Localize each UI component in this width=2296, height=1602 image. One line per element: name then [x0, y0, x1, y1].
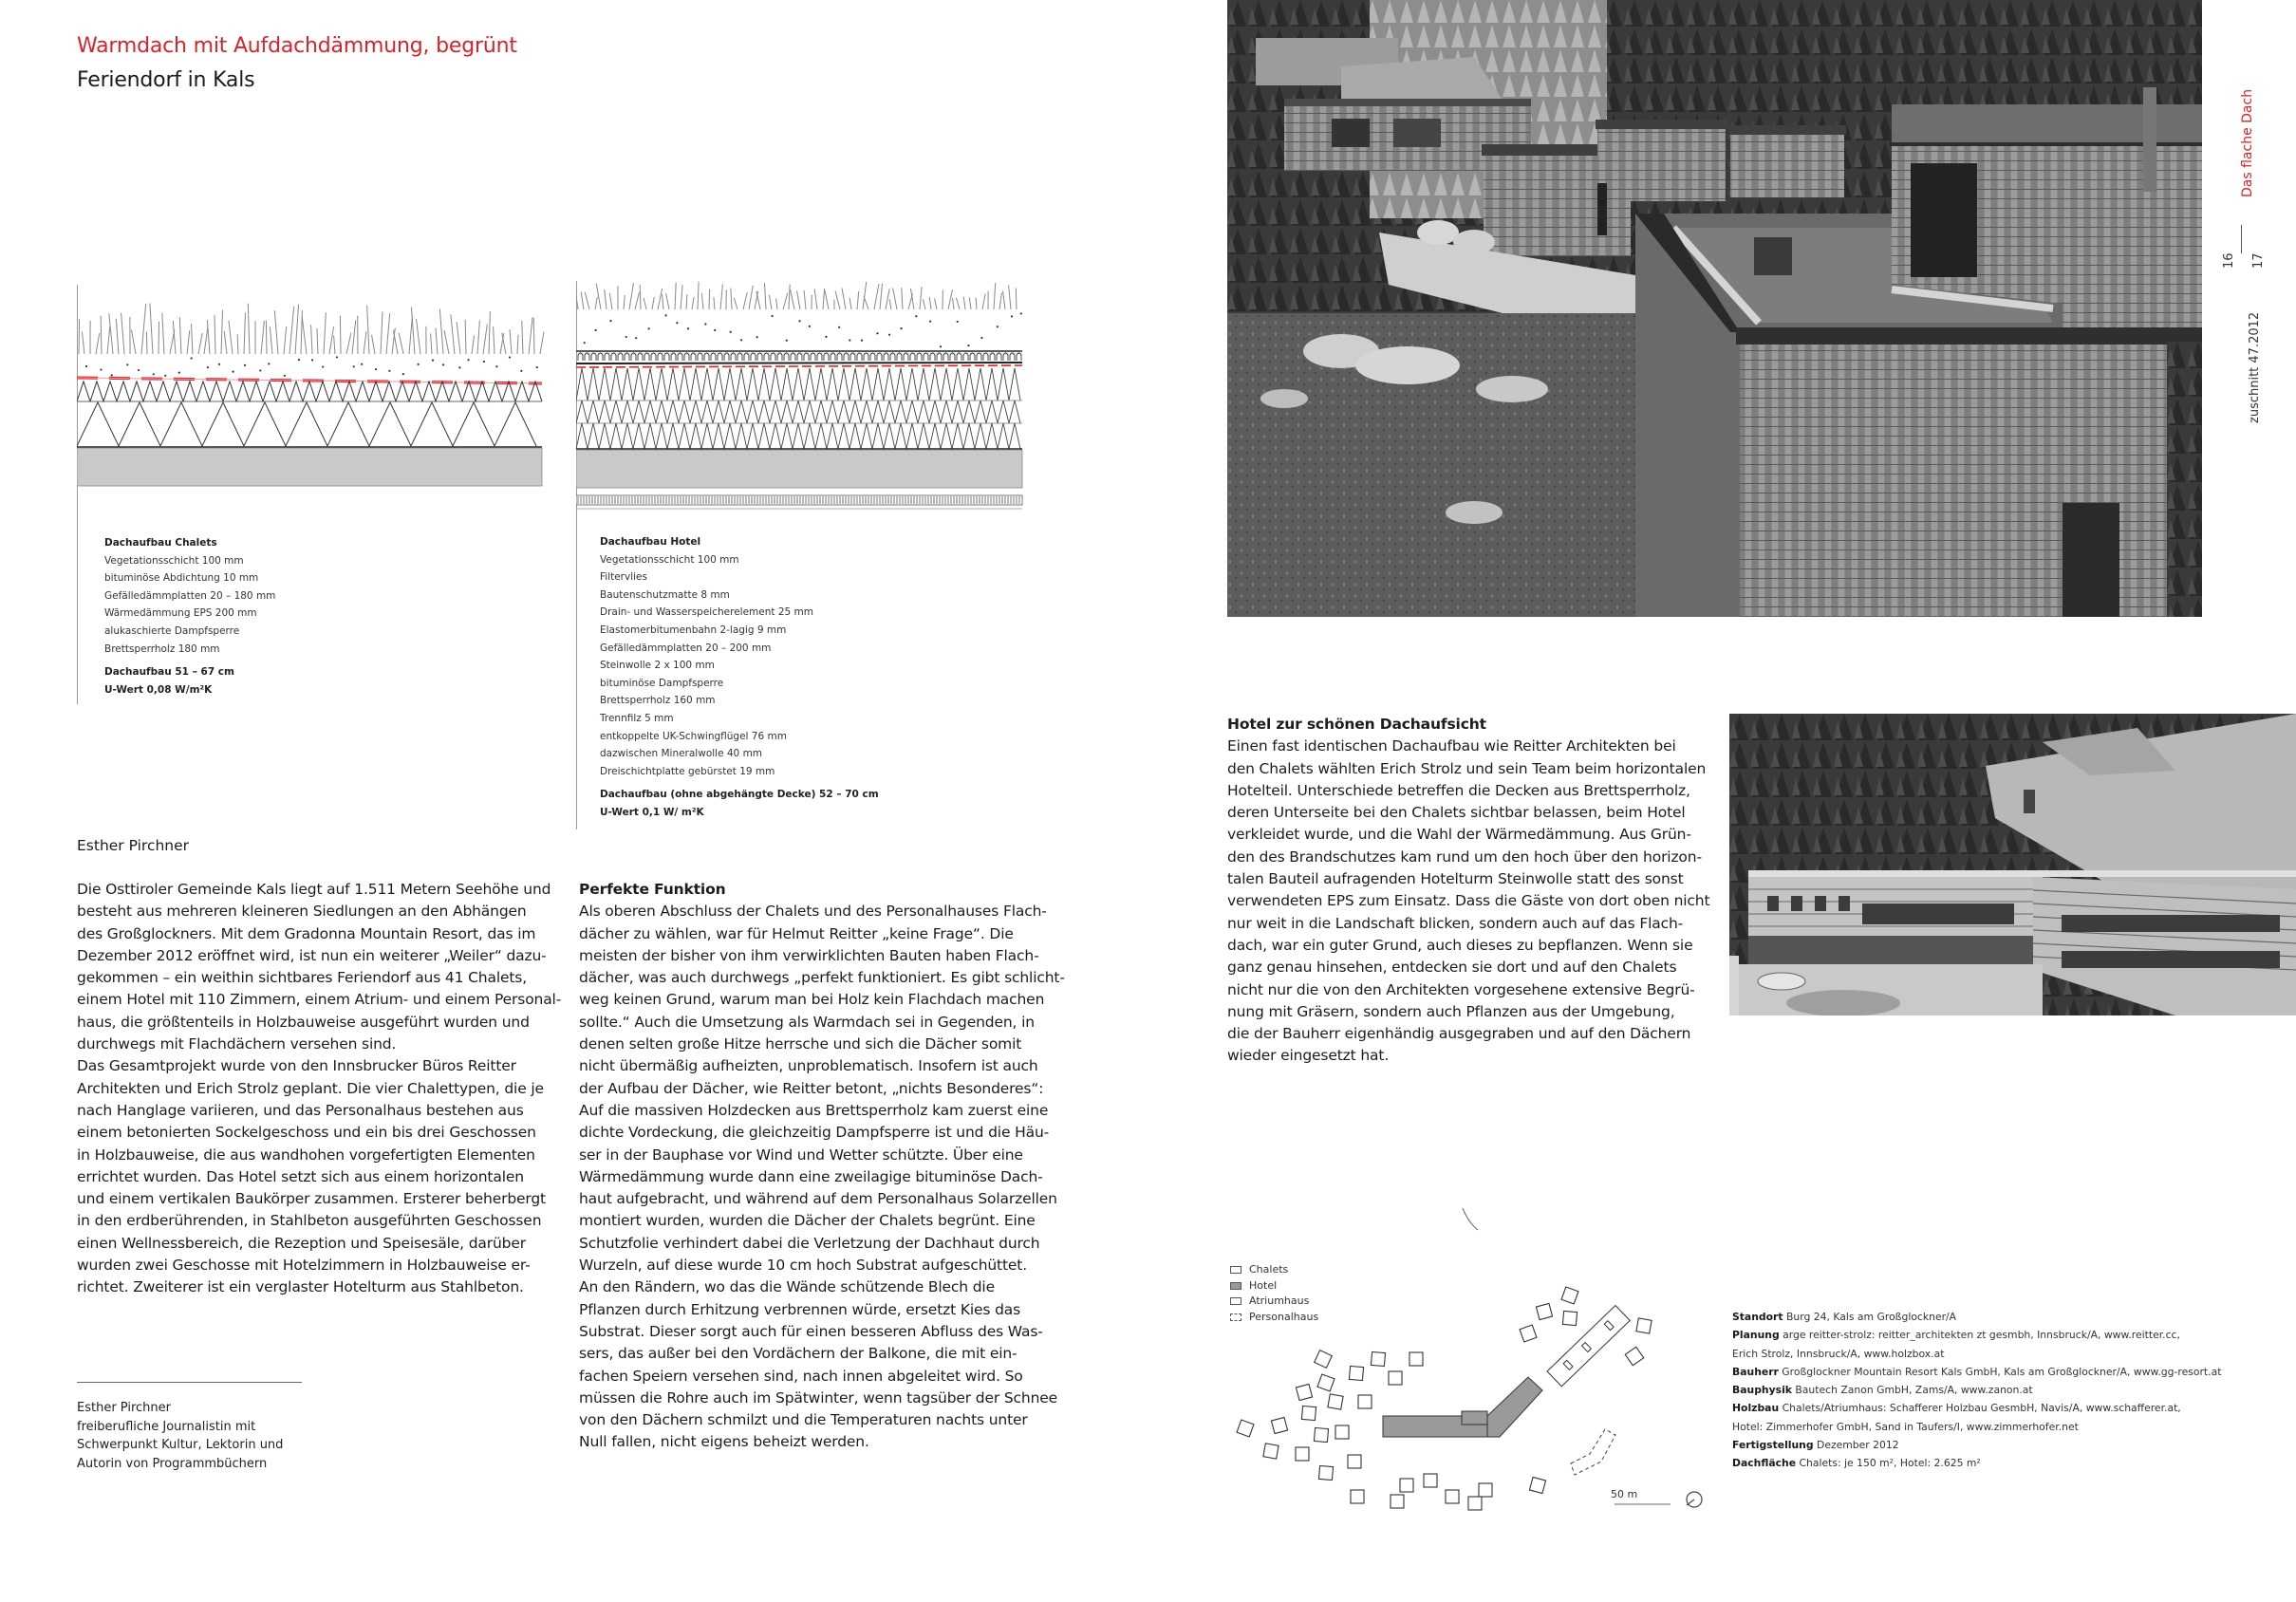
page-number-divider	[2241, 225, 2242, 253]
article-line: Als oberen Abschluss der Chalets und des Personalhauses Flach-	[579, 903, 1047, 921]
credit-label: Standort	[1732, 1311, 1783, 1323]
article-line: dächer, was auch durchwegs „perfekt funktioniert. Es gibt schlicht-	[579, 969, 1065, 987]
article-line: meisten der bisher von ihm verwirklichten Bauten haben Flach-	[579, 946, 1039, 964]
credit-row	[1732, 1399, 2221, 1417]
article-line: Schutzfolie verhindert dabei die Verletzung der Dachhaut durch	[579, 1234, 1040, 1252]
spec-layer: alukaschierte Dampfsperre	[104, 624, 240, 637]
credit-text: Großglockner Mountain Resort Kals GmbH, Kals am Großglockner/A, www.gg-resort.at	[1778, 1365, 2222, 1378]
article-line: die der Bauherr eigenhändig ausgegraben und auf den Dächern	[1227, 1025, 1691, 1043]
chalet-footprint	[1296, 1447, 1309, 1461]
spec-layer: Gefälledämmplatten 20 – 200 mm	[600, 642, 772, 654]
article-line: talen Bauteil aufragenden Hotelturm Steinwolle statt des sonst	[1227, 870, 1684, 888]
credit-row	[1732, 1418, 2221, 1436]
rockwool-layer-2	[576, 423, 1020, 449]
article-line: und einem vertikalen Baukörper zusammen. Ersterer beherbergt	[77, 1190, 546, 1208]
article-line: weg keinen Grund, warum man bei Holz kein Flachdach machen	[579, 991, 1045, 1009]
photo-hotel-construction	[1729, 714, 2296, 1015]
staff-house-footprint	[1571, 1429, 1615, 1475]
article-line: Dezember 2012 eröffnet wird, ist nun ein weiterer „Weiler“ dazu-	[77, 946, 547, 964]
credit-row	[1732, 1454, 2221, 1472]
credit-row	[1732, 1326, 2221, 1344]
spec-layer: Elastomerbitumenbahn 2-lagig 9 mm	[600, 624, 787, 636]
chalet-footprint	[1371, 1351, 1385, 1366]
site-plan	[1229, 1205, 1704, 1518]
chalet-footprint	[1263, 1444, 1279, 1459]
article-line: Pflanzen durch Erhitzung verbrennen würde, ersetzt Kies das	[579, 1300, 1021, 1318]
article-line: sers, das außer bei den Vordächern der Balkone, die mit ein-	[579, 1345, 1017, 1363]
author-byline: Esther Pirchner	[77, 837, 190, 854]
section-running-head: Das flache Dach	[2240, 88, 2255, 197]
vegetation-layer	[79, 304, 544, 354]
article-line: verkleidet wurde, und die Wahl der Wärmedämmung. Aus Grün-	[1227, 826, 1691, 844]
taper-insulation-layer	[576, 368, 1020, 400]
chalet-footprint	[1529, 1477, 1545, 1493]
article-line: den des Brandschutzes kam rund um den hoch über den horizon-	[1227, 848, 1702, 866]
atrium-house-footprint	[1547, 1306, 1630, 1387]
credit-label: Holzbau	[1732, 1402, 1780, 1415]
page-number-right: 17	[2251, 252, 2266, 269]
chalet-footprint	[1409, 1352, 1423, 1366]
article-line: nung mit Gräsern, sondern auch Pflanzen aus der Umgebung,	[1227, 1002, 1675, 1020]
spec-u-value: U-Wert 0,1 W/ m²K	[600, 806, 704, 818]
article-line: dächer zu wählen, war für Helmut Reitter „keine Frage“. Die	[579, 924, 1014, 942]
chalet-footprint	[1468, 1497, 1482, 1510]
article-line: durchwegs mit Flachdächern versehen sind.	[77, 1035, 397, 1053]
spec-layer: Brettsperrholz 160 mm	[600, 695, 716, 707]
article-line: einen Wellnessbereich, die Rezeption und Speisesäle, darüber	[77, 1234, 526, 1252]
article-line: Wärmedämmung wurde dann eine zweilagige bituminöse Dach-	[579, 1167, 1043, 1185]
chalet-footprint	[1400, 1479, 1413, 1492]
credit-text: Chalets: je 150 m², Hotel: 2.625 m²	[1796, 1457, 1981, 1470]
bio-line: freiberufliche Journalistin mit	[77, 1419, 256, 1434]
chalet-footprint	[1446, 1490, 1459, 1503]
credit-label: Fertigstellung	[1732, 1439, 1814, 1452]
drainage-element-layer	[578, 353, 1021, 361]
credit-row	[1732, 1363, 2221, 1381]
spec-layer: Trennfilz 5 mm	[600, 712, 674, 724]
taper-insulation-layer	[77, 382, 542, 401]
article-line: in den erdberührenden, in Stahlbeton ausgeführten Geschossen	[77, 1212, 542, 1230]
spec-layer: bituminöse Abdichtung 10 mm	[104, 572, 259, 585]
spec-layer: Bautenschutzmatte 8 mm	[600, 588, 730, 601]
chalet-footprint	[1314, 1427, 1328, 1442]
section-heading-hotel: Hotel zur schönen Dachaufsicht	[1227, 716, 1486, 733]
credit-row	[1732, 1308, 2221, 1326]
article-line: nach Hanglage variieren, und das Personalhaus bestehen aus	[77, 1101, 524, 1119]
article-line: An den Rändern, wo das die Wände schützende Blech die	[579, 1278, 995, 1296]
spec-layer: Wärmedämmung EPS 200 mm	[104, 607, 257, 620]
chalet-footprint	[1296, 1384, 1312, 1400]
chalet-footprint	[1318, 1465, 1333, 1480]
credit-label: Dachfläche	[1732, 1457, 1797, 1470]
roof-section-hotel-diagram	[576, 281, 1030, 513]
credit-text: Chalets/Atriumhaus: Schafferer Holzbau GesmbH, Navis/A, www.schafferer.at,	[1779, 1402, 2181, 1415]
credit-row	[1732, 1436, 2221, 1454]
credit-text: Hotel: Zimmerhofer GmbH, Sand in Taufers/I, www.zimmerhofer.net	[1732, 1420, 2079, 1433]
chalet-footprint	[1271, 1417, 1287, 1433]
article-line: dach, war ein guter Grund, auch dieses zu bepflanzen. Wenn sie	[1227, 936, 1693, 954]
article-line: wieder eingesetzt hat.	[1227, 1047, 1390, 1065]
article-line: montiert wurden, wurden die Dächer der Chalets begrünt. Eine	[579, 1212, 1036, 1230]
article-line: von den Dächern schmilzt und die Temperaturen nachts unter	[579, 1411, 1028, 1429]
substrate-layer	[85, 356, 538, 377]
magazine-issue: zuschnitt 47.2012	[2248, 311, 2262, 423]
legend-label: Atriumhaus	[1249, 1295, 1310, 1308]
article-line: in Holzbauweise, die aus wandhohen vorgefertigten Elementen	[77, 1146, 535, 1164]
substrate-layer	[584, 312, 1022, 347]
article-line: haut aufgebracht, und während auf dem Personalhaus Solarzellen	[579, 1190, 1057, 1208]
eps-insulation-layer	[77, 402, 536, 446]
spec-layer: entkoppelte UK-Schwingflügel 76 mm	[600, 730, 787, 742]
spec-total: Dachaufbau 51 – 67 cm	[104, 666, 234, 679]
article-column-3	[1227, 714, 1709, 1068]
credit-text: Bautech Zanon GmbH, Zams/A, www.zanon.at	[1791, 1384, 2033, 1397]
article-line: müssen die Rohre auch im Spätwinter, wenn tagsüber der Schnee	[579, 1388, 1058, 1406]
chalet-footprint	[1424, 1474, 1437, 1487]
chalet-footprint	[1389, 1371, 1402, 1385]
article-line: sollte.“ Auch die Umsetzung als Warmdach sei in Gegenden, in	[579, 1013, 1035, 1031]
spec-layer: Vegetationsschicht 100 mm	[600, 553, 739, 566]
credit-label: Planung	[1732, 1329, 1780, 1342]
article-line: Einen fast identischen Dachaufbau wie Reitter Architekten bei	[1227, 737, 1676, 755]
chalet-footprint	[1317, 1374, 1335, 1391]
article-line: gekommen – ein weithin sichtbares Feriendorf aus 41 Chalets,	[77, 969, 527, 987]
spec-layer: Drain- und Wasserspeicherelement 25 mm	[600, 606, 813, 619]
credit-row	[1732, 1345, 2221, 1363]
spec-chalets	[104, 534, 275, 699]
article-line: ser in der Bauphase vor Wind und Wetter schützte. Über eine	[579, 1146, 1023, 1164]
clt-slab	[576, 450, 1022, 488]
bitumen-red-line	[576, 365, 1022, 367]
article-line: richtet. Zweiterer ist ein verglaster Hotelturm aus Stahlbeton.	[77, 1278, 524, 1296]
article-line: denen selten große Hitze herrsche und sich die Dächer somit	[579, 1035, 1022, 1053]
chalet-footprint	[1301, 1406, 1316, 1420]
article-line: den Chalets wählten Erich Strolz und sein Team beim horizontalen	[1227, 759, 1707, 777]
page-number-left: 16	[2222, 252, 2236, 269]
legend-label: Personalhaus	[1249, 1310, 1319, 1323]
article-line: Null fallen, nicht eigens beheizt werden.	[579, 1433, 869, 1451]
spec-layer: bituminöse Dampfsperre	[600, 677, 724, 689]
bio-line: Autorin von Programmbüchern	[77, 1456, 268, 1471]
chalet-footprint	[1349, 1366, 1363, 1380]
chalet-footprint	[1562, 1311, 1577, 1325]
chalet-footprint	[1328, 1394, 1343, 1409]
bio-divider	[77, 1382, 302, 1383]
chalet-footprint	[1561, 1287, 1578, 1304]
article-line: der Aufbau der Dächer, wie Reitter betont, „nichts Besonderes“:	[579, 1079, 1044, 1097]
chalet-footprint	[1358, 1395, 1372, 1408]
spec-layer: Filtervlies	[600, 571, 647, 584]
article-kicker: Warmdach mit Aufdachdämmung, begrünt	[77, 34, 517, 58]
article-line: deren Unterseite bei den Chalets sichtbar belassen, beim Hotel	[1227, 804, 1686, 822]
credit-label: Bauherr	[1732, 1365, 1779, 1378]
chalet-footprint	[1479, 1483, 1492, 1497]
legend-swatch-chalets	[1230, 1266, 1241, 1274]
credit-row	[1732, 1381, 2221, 1399]
article-column-2	[579, 879, 1065, 1454]
spec-heading: Dachaufbau Hotel	[600, 536, 701, 548]
article-line: des Großglockners. Mit dem Gradonna Mountain Resort, das im	[77, 924, 536, 942]
spec-hotel	[600, 533, 879, 822]
spec-layer: Vegetationsschicht 100 mm	[104, 554, 244, 567]
article-line: dichte Vordeckung, die gleichzeitig Dampfsperre ist und die Häu-	[579, 1124, 1050, 1142]
article-line: Hotelteil. Unterschiede betreffen die Decken aus Brettsperrholz,	[1227, 781, 1690, 799]
credit-text: Erich Strolz, Innsbruck/A, www.holzbox.at	[1732, 1347, 1945, 1360]
section-heading-perfekte-funktion: Perfekte Funktion	[579, 881, 726, 898]
article-line: haus, die größtenteils in Holzbauweise ausgeführt wurden und	[77, 1013, 530, 1031]
chalet-footprint	[1237, 1420, 1254, 1437]
article-line: ganz genau hinsehen, entdecken sie dort und auf den Chalets	[1227, 959, 1677, 977]
article-line: Wurzeln, auf diese wurde 10 cm hoch Substrat aufgeschüttet.	[579, 1257, 1028, 1275]
credit-label: Bauphysik	[1732, 1384, 1792, 1397]
article-line: fachen Speiern versehen sind, nach innen abgeleitet wird. So	[579, 1367, 1023, 1385]
legend-swatch-hotel	[1230, 1282, 1241, 1290]
chalet-footprint	[1536, 1303, 1552, 1319]
spec-layer: Steinwolle 2 x 100 mm	[600, 660, 715, 672]
spec-layer: Brettsperrholz 180 mm	[104, 643, 220, 655]
project-credits	[1732, 1308, 2221, 1473]
article-line: errichtet wurden. Das Hotel setzt sich aus einem horizontalen	[77, 1167, 524, 1185]
rockwool-layer-1	[576, 400, 1020, 423]
article-line: nicht nur die von den Architekten vorgesehene extensive Begrü-	[1227, 980, 1695, 998]
legend-label: Hotel	[1249, 1278, 1278, 1292]
vegetation-layer	[576, 282, 1017, 309]
spec-layer: Dreischichtplatte gebürstet 19 mm	[600, 765, 775, 777]
spec-layer: dazwischen Mineralwolle 40 mm	[600, 748, 763, 760]
legend-label: Chalets	[1249, 1263, 1289, 1276]
spec-total: Dachaufbau (ohne abgehängte Decke) 52 – 70 cm	[600, 789, 879, 801]
article-line: besteht aus mehreren kleineren Siedlungen an den Abhängen	[77, 903, 527, 921]
spec-heading: Dachaufbau Chalets	[104, 537, 217, 549]
chalet-footprint	[1351, 1490, 1364, 1503]
article-line: einem Hotel mit 110 Zimmern, einem Atrium- und einem Personal-	[77, 991, 562, 1009]
chalet-footprint	[1625, 1347, 1643, 1365]
article-line: verwendeten EPS zum Einsatz. Dass die Gäste von dort oben nicht	[1227, 892, 1710, 910]
article-line: nicht übermäßig aufheizten, unproblematisch. Insofern ist auch	[579, 1057, 1038, 1075]
article-line: einem betonierten Sockelgeschoss und ein bis drei Geschossen	[77, 1124, 536, 1142]
chalet-footprint	[1348, 1455, 1361, 1468]
clt-slab	[77, 448, 542, 486]
chalet-footprint	[1520, 1325, 1537, 1342]
spec-u-value: U-Wert 0,08 W/m²K	[104, 683, 213, 696]
photo-chalets-green-roofs	[1227, 0, 2202, 617]
site-plan-legend	[1230, 1262, 1318, 1325]
author-bio	[77, 1399, 283, 1473]
article-line: Die Osttiroler Gemeinde Kals liegt auf 1.511 Metern Seehöhe und	[77, 881, 551, 898]
bio-line: Schwerpunkt Kultur, Lektorin und	[77, 1438, 284, 1452]
article-line: wurden zwei Geschosse mit Hotelzimmern in Holzbauweise er-	[77, 1257, 531, 1275]
article-line: Architekten und Erich Strolz geplant. Die vier Chalettypen, die je	[77, 1079, 544, 1097]
spec-layer: Gefälledämmplatten 20 – 180 mm	[104, 589, 276, 602]
hotel-tower-footprint	[1462, 1411, 1487, 1425]
credit-text: Dezember 2012	[1813, 1439, 1899, 1452]
article-line: Substrat. Dieser sorgt auch für einen besseren Abfluss des Was-	[579, 1322, 1043, 1340]
article-title: Feriendorf in Kals	[77, 68, 255, 92]
legend-swatch-atriumhaus	[1230, 1297, 1241, 1305]
scale-label: 50 m	[1611, 1488, 1638, 1500]
article-line: Auf die massiven Holzdecken aus Brettsperrholz kam zuerst eine	[579, 1101, 1049, 1119]
credit-text: Burg 24, Kals am Großglockner/A	[1783, 1311, 1957, 1323]
article-line: Das Gesamtprojekt wurde von den Innsbrucker Büros Reitter	[77, 1057, 516, 1075]
hotel-footprint-wing	[1487, 1377, 1542, 1437]
roof-section-chalets-diagram	[77, 302, 547, 492]
bio-line: Esther Pirchner	[77, 1401, 171, 1415]
chalet-footprint	[1335, 1425, 1349, 1439]
chalet-footprint	[1636, 1318, 1652, 1333]
chalet-footprint	[1315, 1351, 1333, 1369]
article-line: nur weit in die Landschaft blicken, sondern auch auf das Flach-	[1227, 914, 1684, 932]
credit-text: arge reitter-strolz: reitter_architekten zt gesmbh, Innsbruck/A, www.reitter.cc,	[1779, 1329, 2180, 1342]
article-column-1	[77, 879, 561, 1299]
acoustic-ceiling	[576, 495, 1022, 505]
chalet-footprint	[1391, 1495, 1404, 1508]
legend-swatch-personalhaus	[1230, 1313, 1241, 1321]
